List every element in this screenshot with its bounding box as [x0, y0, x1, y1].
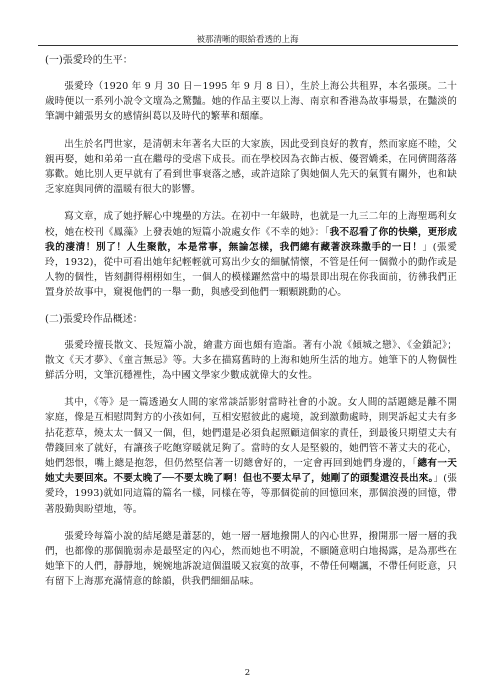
- section-heading: (二)張愛玲作品概述：: [45, 313, 143, 325]
- section-heading: (一)張愛玲的生平：: [45, 55, 133, 66]
- text-run: 出生於名門世家，是清朝末年著名大臣的大家族，因此受到良好的教育，然而家庭不睦，父親再娶，她和弟弟一直在繼母的受虐下成長。而在學校因為衣飾古板、優習嬌柔，在同儕間落落寡歡。她比別人更早就有了看到世事衰落之感，或許這除了與她個人先天的氣質有關外，也和缺乏家庭與同儕的溫暖有很大的影響。: [45, 138, 457, 196]
- section-works-overview: [45, 313, 457, 590]
- paragraph: [45, 137, 457, 198]
- page-number: 2: [244, 668, 251, 678]
- text-run: 張愛玲每篇小說的結尾總是蕭瑟的，她一層一層地撥開人的內心世界，撥開那一層一層的我們，也都像的那個脆弱赤是最堅定的內心，然而她也不明說，不願隨意明白地揭露，是為那些在她筆下的人們，靜靜地，婉婉地訴說這個溫暖又寂寞的故事，不帶任何嘲諷，不帶任何貶意，只有留下上海那充滿情意的餘韻，供我們細細品味。: [45, 530, 457, 588]
- paragraph: [45, 79, 457, 125]
- document-body: [45, 54, 457, 602]
- text-run: 其中，《等》是一篇透過女人間的家常談話影射當時社會的小說。女人間的話題總是離不開家庭，像是互相慰問對方的小孩如何，互相安慰彼此的處境，說到激動處時，則哭訴起丈夫有多拈花惹草，燒太太一個又一個，但，她們還是必須負起照顧這個家的責任，到最後只期望丈夫有帶錢回來了就好，有讓孩子吃飽穿暖就足夠了。當時的女人是堅毅的，她們管不著丈夫的花心，她們怨恨，嘴上總是抱怨，但仍然堅信著一切總會好的，一定會再回到她們身邊的，「: [45, 397, 457, 470]
- bold-quote: 總有一天她丈夫要回來。不要太晚了──不要太晚了啊！但也不要太早了，她剛了的頭髮還沒長出來。: [45, 458, 457, 485]
- text-run: 寫文章，成了她抒解心中塊壘的方法。在初中一年級時，也就是一九三二年的上海聖瑪利女校，她在校刊《鳳藻》上發表她的短篇小說處女作《不幸的她》：「: [45, 211, 457, 238]
- running-header: 被那清晰的眼給看透的上海: [196, 35, 299, 45]
- text-run: 張愛玲擅長散文、長短篇小說，繪畫方面也頗有造詣。著有小說《傾城之戀》、《金鎖記》；散文《天才夢》、《童言無忌》等。大多在描寫舊時的上海和她所生活的地方。她筆下的人物個性鮮活分明，文筆沉穩裡性，為中國文學家少數成就偉大的女性。: [45, 339, 457, 382]
- bold-quote: 我不忍看了你的快樂，更形成我的淒清！別了！人生聚散，本是常事，無論怎樣，我們總有藏著淚珠撒手的一日！: [45, 226, 457, 253]
- text-run: 」(張愛玲，1993)就如同這篇的篇名一樣，同樣在等，等那個從前的回憶回來，那個浪漫的回憶，帶著殷勤與盼望地，等。: [45, 473, 457, 515]
- paragraph: [45, 209, 457, 300]
- text-run: 張愛玲（1920 年 9 月 30 日－1995 年 9 月 8 日），生於上海公共租界，本名張瑛。二十歲時便以一系列小說令文壇為之驚豔。她的作品主要以上海、南京和香港為故事場景，在豔淡的筆調中鋪張男女的感情糾葛以及時代的繁華和頹靡。: [45, 81, 457, 123]
- paragraph: [45, 395, 457, 517]
- header-rule: [38, 45, 458, 46]
- text-run: 」(張愛玲，1932)，從中可看出她年紀輕輕就可寫出少女的細膩情懷，不管是任何一個微小的動作或是人物的個性，皆刻劃得栩栩如生，一個人的模樣躍然當中的場景即出現在你我面前，彷彿我們正置身於故事中，窺視他們的一舉一動，與感受到他們一顆顆跳動的心。: [45, 241, 458, 299]
- paragraph: [45, 529, 457, 590]
- paragraph: [45, 338, 457, 384]
- section-biography: [45, 54, 457, 301]
